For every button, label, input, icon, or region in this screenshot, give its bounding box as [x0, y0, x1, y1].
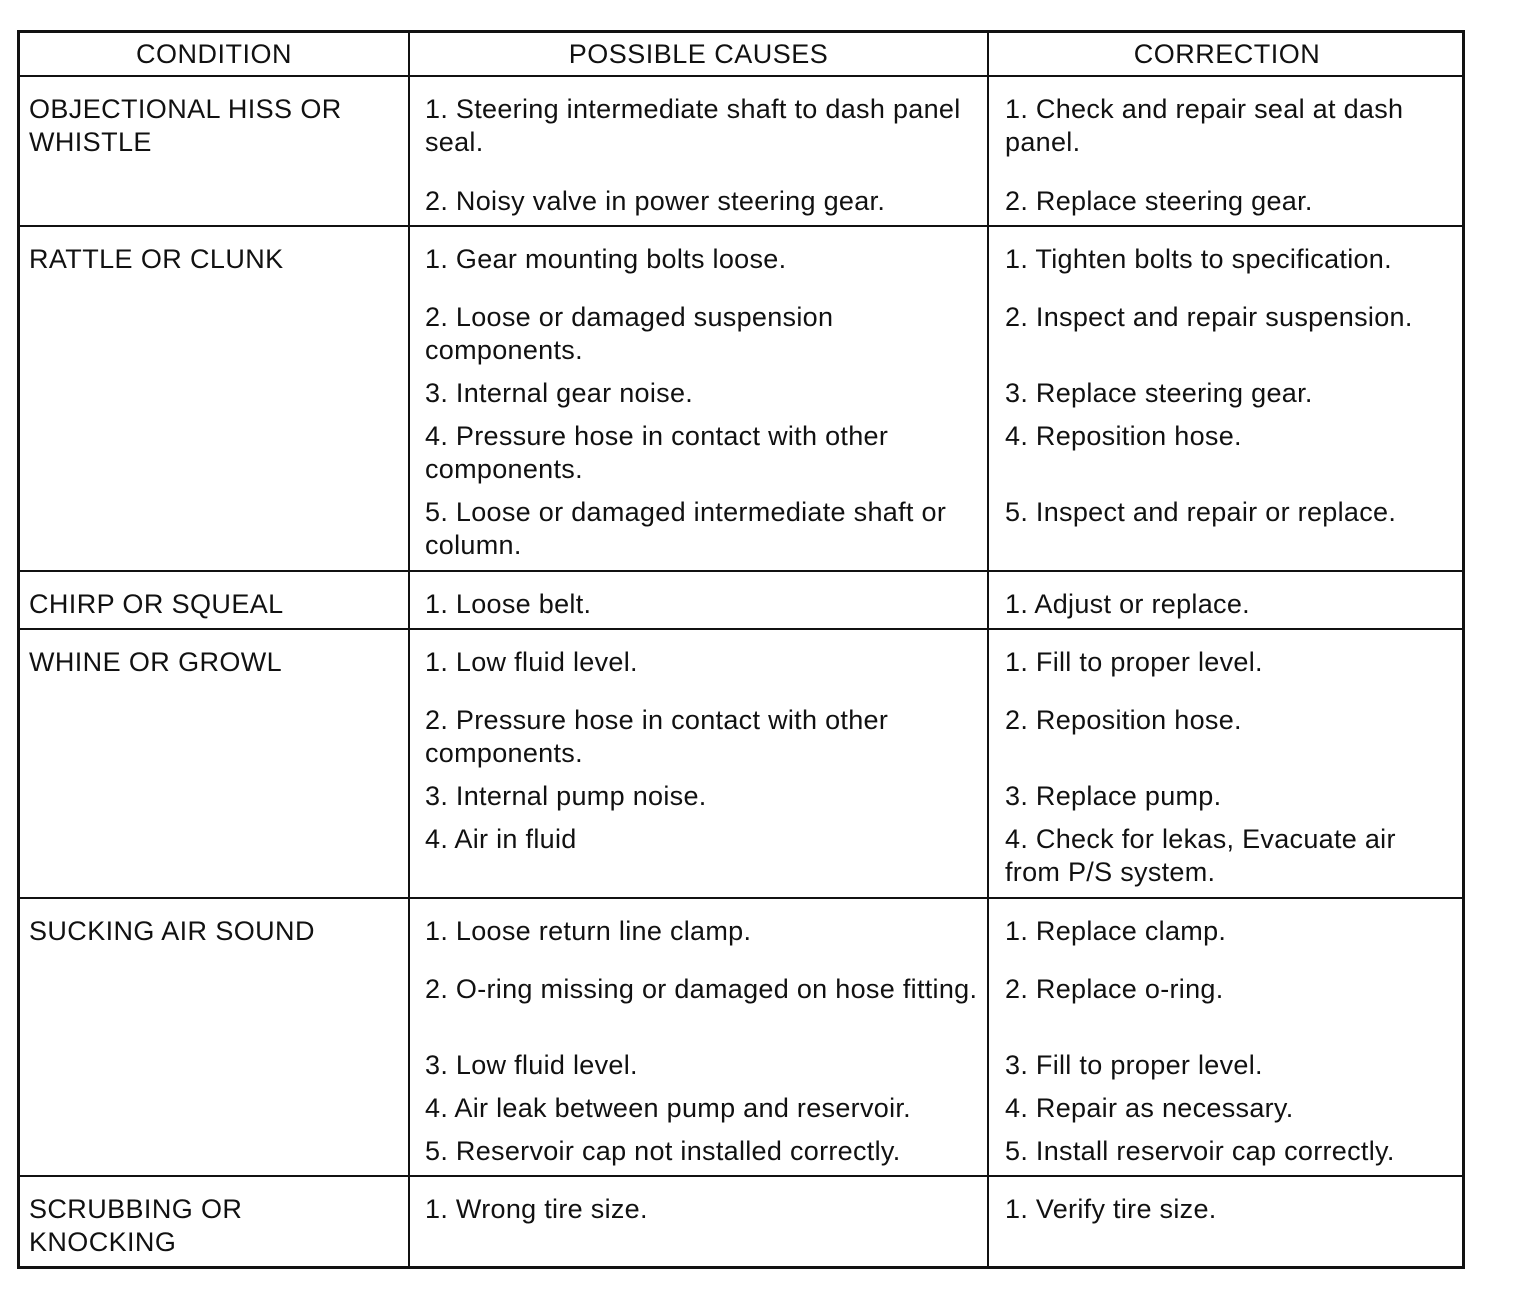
- cause-item: 5. Loose or damaged intermediate shaft or column.: [425, 497, 947, 560]
- condition-cell: OBJECTIONAL HISS OR WHISTLE: [29, 94, 342, 157]
- correction-item: 5. Inspect and repair or replace.: [1005, 497, 1397, 527]
- correction-item: 4. Check for lekas, Evacuate air from P/S system.: [1005, 824, 1396, 887]
- correction-item: 4. Repair as necessary.: [1005, 1093, 1294, 1123]
- table-row: [20, 630, 1462, 899]
- correction-item: 3. Replace pump.: [1005, 781, 1222, 811]
- correction-item: 1. Tighten bolts to specification.: [1005, 244, 1392, 274]
- correction-item: 1. Verify tire size.: [1005, 1194, 1217, 1224]
- correction-item: 1. Fill to proper level.: [1005, 647, 1263, 677]
- condition-cell: WHINE OR GROWL: [29, 647, 283, 677]
- table-row: [20, 227, 1462, 572]
- table-row: [20, 1177, 1462, 1269]
- cause-item: 2. O-ring missing or damaged on hose fitting.: [425, 974, 978, 1004]
- correction-item: 3. Replace steering gear.: [1005, 378, 1313, 408]
- condition-cell: RATTLE OR CLUNK: [29, 244, 284, 274]
- cause-item: 5. Reservoir cap not installed correctly.: [425, 1136, 901, 1166]
- header-possible-causes: POSSIBLE CAUSES: [568, 39, 829, 69]
- cause-item: 1. Loose belt.: [425, 589, 592, 619]
- cause-item: 1. Steering intermediate shaft to dash panel seal.: [425, 94, 961, 157]
- cause-item: 4. Air in fluid: [425, 824, 577, 854]
- cause-item: 2. Noisy valve in power steering gear.: [425, 186, 886, 216]
- table-row: [20, 77, 1462, 227]
- diagnosis-page: [17, 30, 1465, 1269]
- condition-cell: SUCKING AIR SOUND: [29, 916, 315, 946]
- cause-item: 3. Internal gear noise.: [425, 378, 694, 408]
- cause-item: 3. Internal pump noise.: [425, 781, 707, 811]
- cause-item: 1. Low fluid level.: [425, 647, 638, 677]
- cause-item: 1. Wrong tire size.: [425, 1194, 648, 1224]
- correction-item: 1. Adjust or replace.: [1005, 589, 1250, 619]
- header-correction: CORRECTION: [1133, 39, 1321, 69]
- table-row: [20, 572, 1462, 630]
- correction-item: 1. Check and repair seal at dash panel.: [1005, 94, 1404, 157]
- correction-item: 2. Replace o-ring.: [1005, 974, 1224, 1004]
- correction-item: 4. Reposition hose.: [1005, 421, 1242, 451]
- correction-item: 2. Inspect and repair suspension.: [1005, 302, 1413, 332]
- cause-item: 1. Gear mounting bolts loose.: [425, 244, 787, 274]
- cause-item: 4. Air leak between pump and reservoir.: [425, 1093, 911, 1123]
- correction-item: 2. Replace steering gear.: [1005, 186, 1313, 216]
- table-header: [20, 33, 1462, 77]
- condition-cell: SCRUBBING OR KNOCKING: [29, 1194, 243, 1257]
- cause-item: 3. Low fluid level.: [425, 1050, 638, 1080]
- condition-cell: CHIRP OR SQUEAL: [29, 589, 284, 619]
- cause-item: 4. Pressure hose in contact with other components.: [425, 421, 889, 484]
- cause-item: 2. Loose or damaged suspension components.: [425, 302, 834, 365]
- cause-item: 2. Pressure hose in contact with other components.: [425, 705, 889, 768]
- correction-item: 1. Replace clamp.: [1005, 916, 1227, 946]
- header-condition: CONDITION: [136, 39, 292, 69]
- correction-item: 2. Reposition hose.: [1005, 705, 1242, 735]
- correction-item: 3. Fill to proper level.: [1005, 1050, 1263, 1080]
- cause-item: 1. Loose return line clamp.: [425, 916, 752, 946]
- diagnosis-table: [17, 30, 1465, 1269]
- table-row: [20, 899, 1462, 1177]
- correction-item: 5. Install reservoir cap correctly.: [1005, 1136, 1395, 1166]
